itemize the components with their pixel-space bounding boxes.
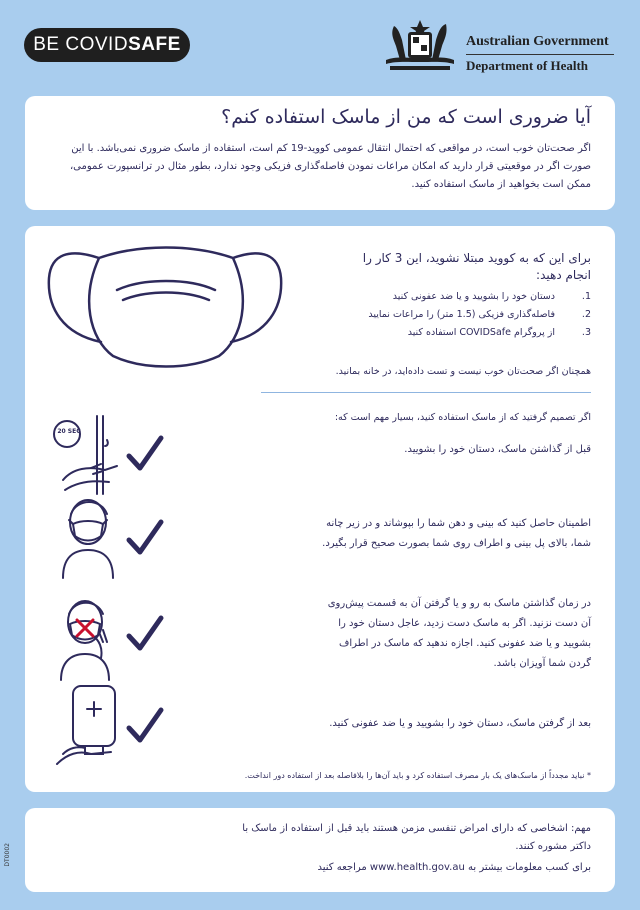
- disposable-mask-footnote: * نباید مجدداً از ماسک‌های یک بار مصرف استفاده کرد و باید آن‌ها را بلافاصله بعد از استفاده دور انداخت.: [244, 771, 591, 780]
- mask-step-fit: [25, 488, 615, 588]
- face-mask-icon: [39, 238, 289, 368]
- checkmark-icon: [125, 434, 165, 474]
- brand-light-text: BE COVID: [33, 34, 129, 55]
- step-text: قبل از گذاشتن ماسک، دستان خود را بشویید.: [404, 444, 591, 455]
- question-body: اگر صحت‌تان خوب است، در مواقعی که احتمال انتقال عمومی کووید-19 کم است، استفاده از ماسک ضروری نمی‌باشد. با این صورت اگر در موقعیتی قرار دارید که امکان مراعات نمودن فاصله‌گذاری فزیکی وجود ندارد، بطور مثال در ترانسپورت عمومی، ممکن است بخواهید از ماسک استفاده کنید.: [69, 143, 591, 190]
- more-info-text: برای کسب معلومات بیشتر به www.health.gov.au مراجعه کنید: [317, 862, 591, 873]
- checkmark-icon: [125, 706, 165, 746]
- guidance-card: [25, 226, 615, 792]
- item-text: دستان خود را بشویید و یا ضد عفونی کنید: [392, 291, 555, 302]
- hand-sanitiser-icon: [43, 680, 133, 770]
- prevention-list: [355, 288, 591, 342]
- section-divider: [261, 392, 591, 393]
- step-text: اطمینان حاصل کنید که بینی و دهن شما را بپوشاند و در زیر چانه شما، بالای پل بینی و اطراف روی شما بصورت صحیح قرار بگیرد.: [322, 518, 591, 549]
- important-note-text: مهم: اشخاصی که دارای امراض تنفسی مزمن هستند باید قبل از استفاده از ماسک با داکتر مشوره کنند.: [242, 823, 591, 852]
- mask-usage-intro: اگر تصمیم گرفتید که از ماسک استفاده کنید، بسیار مهم است که:: [334, 412, 591, 423]
- coat-of-arms-icon: [380, 18, 460, 76]
- checkmark-icon: [125, 518, 165, 558]
- mask-step-wash-before: [25, 402, 615, 492]
- brand-bold-text: SAFE: [128, 34, 181, 55]
- question-title: آیا ضروری است که من از ماسک استفاده کنم؟: [221, 106, 591, 128]
- logo-divider: [466, 54, 614, 55]
- item-number: 1.: [581, 291, 591, 302]
- stay-home-text: همچنان اگر صحت‌تان خوب نیست و تست داده‌اید، در خانه بمانید.: [335, 366, 591, 377]
- do-not-touch-mask-icon: [43, 592, 133, 682]
- item-text: فاصله‌گذاری فزیکی (1.5 متر) را مراعات نمایید: [368, 309, 555, 320]
- prevention-heading: برای این که به کووید مبتلا نشوید، این 3 کار را انجام دهید:: [362, 251, 591, 282]
- question-card: [25, 96, 615, 210]
- department-name: Department of Health: [466, 58, 589, 73]
- item-number: 3.: [581, 327, 591, 338]
- step-text: بعد از گرفتن ماسک، دستان خود را بشویید و یا ضد عفونی کنید.: [329, 718, 591, 729]
- australian-government-logo: [380, 18, 620, 78]
- prevention-item: [355, 306, 591, 324]
- be-covidsafe-logo: [24, 28, 190, 62]
- mask-step-wash-after: [25, 676, 615, 766]
- person-wearing-mask-icon: [43, 490, 133, 580]
- document-code: DT0002: [4, 843, 11, 867]
- prevention-item: [355, 288, 591, 306]
- hand-washing-icon: [43, 410, 133, 500]
- prevention-item: [355, 324, 591, 342]
- item-number: 2.: [581, 309, 591, 320]
- timer-label: 20 SEC: [57, 428, 81, 435]
- important-note-card: [25, 808, 615, 892]
- checkmark-icon: [125, 614, 165, 654]
- item-text: از پروگرام COVIDSafe استفاده کنید: [407, 327, 555, 338]
- step-text: در زمان گذاشتن ماسک به رو و یا گرفتن آن به قسمت پیش‌روی آن دست نزنید. اگر به ماسک دست زدید، عاجل دستان خود را بشویید و یا ضد عفونی کنید. اجازه ندهید که ماسک در اطراف گردن شما آویزان باشد.: [327, 598, 591, 669]
- government-name: Australian Government: [466, 34, 609, 49]
